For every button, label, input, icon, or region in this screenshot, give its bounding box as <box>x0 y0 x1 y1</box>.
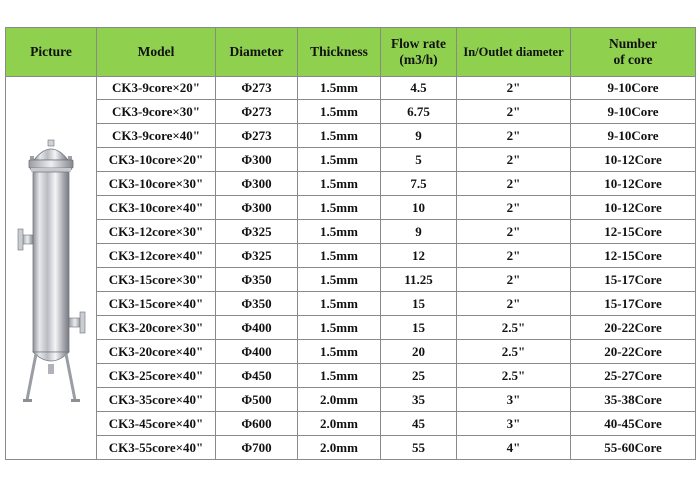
cell-diameter: Φ325 <box>216 220 298 244</box>
cell-thickness: 1.5mm <box>298 340 381 364</box>
cell-io: 2" <box>457 196 571 220</box>
cell-cores: 40-45Core <box>571 412 696 436</box>
cell-thickness: 1.5mm <box>298 172 381 196</box>
cell-thickness: 1.5mm <box>298 364 381 388</box>
spec-body <box>6 77 696 460</box>
filter-housing-icon <box>15 118 87 418</box>
table-row <box>6 100 696 124</box>
header-flow-rate <box>381 28 457 77</box>
cell-cores: 10-12Core <box>571 148 696 172</box>
cell-io: 3" <box>457 412 571 436</box>
cell-flow: 5 <box>381 148 457 172</box>
cell-flow: 4.5 <box>381 77 457 100</box>
cell-diameter: Φ300 <box>216 172 298 196</box>
cell-model: CK3-15core×30" <box>97 268 216 292</box>
table-row <box>6 412 696 436</box>
cell-thickness: 1.5mm <box>298 124 381 148</box>
cell-io: 2.5" <box>457 340 571 364</box>
spec-table <box>5 27 696 460</box>
cell-diameter: Φ400 <box>216 316 298 340</box>
cell-cores: 12-15Core <box>571 244 696 268</box>
cell-io: 2" <box>457 244 571 268</box>
cell-flow: 55 <box>381 436 457 460</box>
cell-io: 2.5" <box>457 364 571 388</box>
cell-model: CK3-10core×20" <box>97 148 216 172</box>
header-io-diameter: In/Outlet diameter <box>457 28 571 77</box>
table-row <box>6 436 696 460</box>
cell-cores: 15-17Core <box>571 292 696 316</box>
table-row <box>6 316 696 340</box>
header-picture: Picture <box>6 28 97 77</box>
table-row <box>6 124 696 148</box>
cell-io: 2" <box>457 220 571 244</box>
cell-diameter: Φ700 <box>216 436 298 460</box>
cell-flow: 6.75 <box>381 100 457 124</box>
cell-thickness: 1.5mm <box>298 268 381 292</box>
cell-cores: 9-10Core <box>571 100 696 124</box>
cell-cores: 15-17Core <box>571 268 696 292</box>
cell-diameter: Φ325 <box>216 244 298 268</box>
table-row <box>6 196 696 220</box>
cell-thickness: 1.5mm <box>298 100 381 124</box>
cell-flow: 11.25 <box>381 268 457 292</box>
cell-model: CK3-10core×40" <box>97 196 216 220</box>
table-row <box>6 148 696 172</box>
cell-flow: 9 <box>381 124 457 148</box>
cell-io: 2" <box>457 77 571 100</box>
cell-model: CK3-45core×40" <box>97 412 216 436</box>
cell-io: 4" <box>457 436 571 460</box>
cell-model: CK3-10core×30" <box>97 172 216 196</box>
cell-flow: 9 <box>381 220 457 244</box>
cell-cores: 10-12Core <box>571 172 696 196</box>
header-row <box>6 28 696 77</box>
cell-cores: 25-27Core <box>571 364 696 388</box>
table-row <box>6 220 696 244</box>
cell-io: 2" <box>457 292 571 316</box>
cell-diameter: Φ273 <box>216 100 298 124</box>
header-cores-line1: Number <box>609 36 657 51</box>
cell-thickness: 2.0mm <box>298 388 381 412</box>
cell-flow: 12 <box>381 244 457 268</box>
cell-model: CK3-35core×40" <box>97 388 216 412</box>
table-row <box>6 292 696 316</box>
cell-io: 2" <box>457 100 571 124</box>
cell-flow: 45 <box>381 412 457 436</box>
cell-cores: 35-38Core <box>571 388 696 412</box>
table-row <box>6 172 696 196</box>
cell-diameter: Φ350 <box>216 292 298 316</box>
cell-diameter: Φ450 <box>216 364 298 388</box>
cell-flow: 7.5 <box>381 172 457 196</box>
header-diameter: Diameter <box>216 28 298 77</box>
table-row <box>6 340 696 364</box>
cell-cores: 20-22Core <box>571 316 696 340</box>
cell-thickness: 2.0mm <box>298 436 381 460</box>
cell-thickness: 1.5mm <box>298 316 381 340</box>
cell-model: CK3-20core×40" <box>97 340 216 364</box>
cell-io: 3" <box>457 388 571 412</box>
cell-io: 2" <box>457 148 571 172</box>
picture-cell <box>6 77 97 460</box>
table-row <box>6 388 696 412</box>
cell-model: CK3-15core×40" <box>97 292 216 316</box>
cell-flow: 20 <box>381 340 457 364</box>
cell-cores: 55-60Core <box>571 436 696 460</box>
header-cores <box>571 28 696 77</box>
cell-model: CK3-12core×30" <box>97 220 216 244</box>
cell-diameter: Φ300 <box>216 148 298 172</box>
cell-diameter: Φ350 <box>216 268 298 292</box>
cell-flow: 15 <box>381 316 457 340</box>
cell-diameter: Φ273 <box>216 124 298 148</box>
cell-thickness: 1.5mm <box>298 220 381 244</box>
cell-diameter: Φ600 <box>216 412 298 436</box>
cell-model: CK3-12core×40" <box>97 244 216 268</box>
cell-cores: 9-10Core <box>571 124 696 148</box>
cell-diameter: Φ500 <box>216 388 298 412</box>
cell-thickness: 1.5mm <box>298 196 381 220</box>
table-row <box>6 77 696 100</box>
cell-model: CK3-9core×20" <box>97 77 216 100</box>
cell-diameter: Φ400 <box>216 340 298 364</box>
cell-cores: 20-22Core <box>571 340 696 364</box>
cell-io: 2" <box>457 172 571 196</box>
cell-thickness: 1.5mm <box>298 292 381 316</box>
cell-flow: 25 <box>381 364 457 388</box>
cell-diameter: Φ300 <box>216 196 298 220</box>
table-row <box>6 364 696 388</box>
cell-cores: 12-15Core <box>571 220 696 244</box>
cell-model: CK3-25core×40" <box>97 364 216 388</box>
header-flow-rate-line1: Flow rate <box>390 36 447 51</box>
cell-io: 2" <box>457 124 571 148</box>
cell-io: 2.5" <box>457 316 571 340</box>
cell-model: CK3-55core×40" <box>97 436 216 460</box>
cell-thickness: 1.5mm <box>298 77 381 100</box>
header-cores-line2: of core <box>613 52 653 67</box>
cell-thickness: 2.0mm <box>298 412 381 436</box>
cell-cores: 10-12Core <box>571 196 696 220</box>
header-model: Model <box>97 28 216 77</box>
cell-flow: 10 <box>381 196 457 220</box>
header-thickness: Thickness <box>298 28 381 77</box>
cell-cores: 9-10Core <box>571 77 696 100</box>
cell-flow: 35 <box>381 388 457 412</box>
cell-thickness: 1.5mm <box>298 244 381 268</box>
cell-diameter: Φ273 <box>216 77 298 100</box>
cell-model: CK3-9core×40" <box>97 124 216 148</box>
cell-model: CK3-9core×30" <box>97 100 216 124</box>
table-row <box>6 244 696 268</box>
cell-model: CK3-20core×30" <box>97 316 216 340</box>
cell-thickness: 1.5mm <box>298 148 381 172</box>
table-row <box>6 268 696 292</box>
cell-flow: 15 <box>381 292 457 316</box>
cell-io: 2" <box>457 268 571 292</box>
header-flow-rate-line2: (m3/h) <box>399 52 438 67</box>
